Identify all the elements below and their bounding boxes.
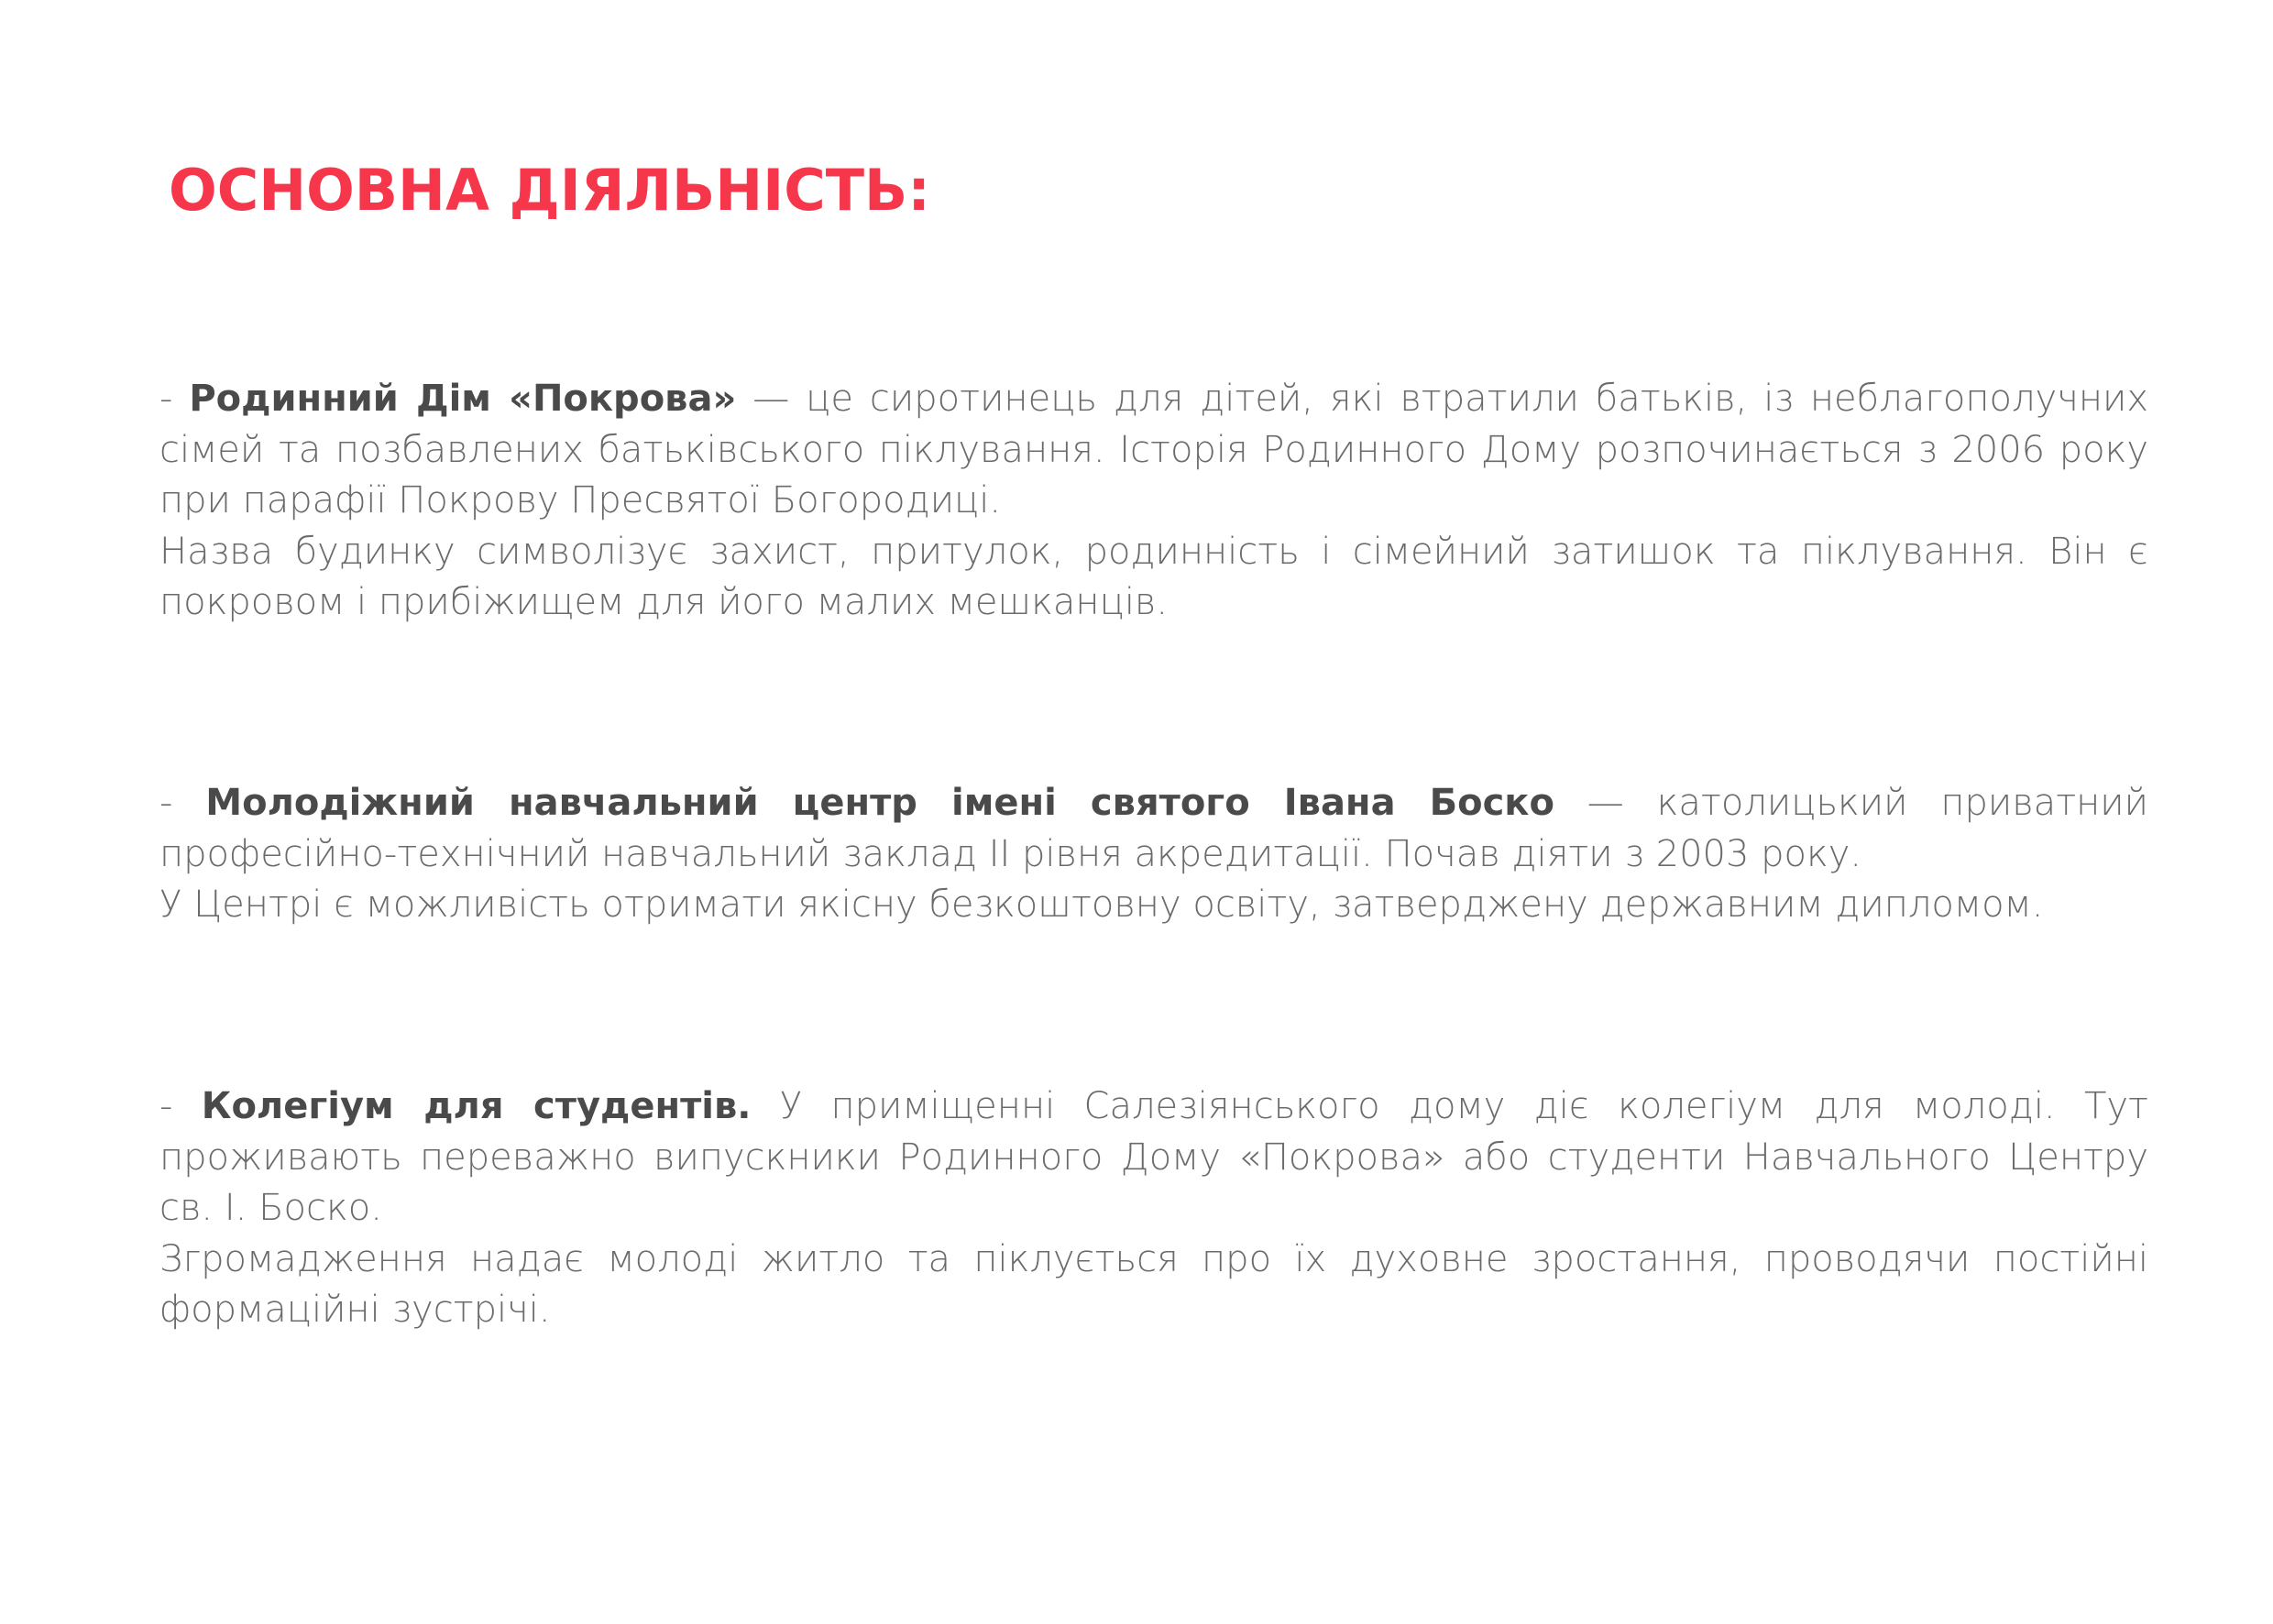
section-student-college bbox=[159, 1081, 2148, 1336]
section-paragraph bbox=[159, 778, 2148, 880]
section-heading: Родинний Дім «Покрова» bbox=[189, 378, 737, 420]
section-text: У приміщенні Салезіянського дому діє колегіум для молоді. Тут проживають переважно випускники Родинного Дому «Покрова» або студенти Навчального Центру св. І. Боско. bbox=[159, 1085, 2149, 1229]
list-dash: - bbox=[159, 378, 190, 420]
section-paragraph: У Центрі є можливість отримати якісну безкоштовну освіту, затверджену державним дипломом. bbox=[159, 883, 2044, 926]
page-title: ОСНОВНА ДІЯЛЬНІСТЬ: bbox=[169, 157, 931, 224]
section-text: — це сиротинець для дітей, які втратили батьків, із неблагополучних сімей та позбавлених батьківського піклування. Історія Родинного Дому розпочинається з 2006 року при парафії Покрову Пресвятої Богородиці. bbox=[159, 378, 2148, 521]
section-paragraph: Назва будинку символізує захист, притулок, родинність і сімейний затишок та піклування. Він є покровом і прибіжищем для його малих мешканців. bbox=[159, 530, 2148, 623]
section-paragraph: Згромадження надає молоді житло та піклується про їх духовне зростання, проводячи постійні формаційні зустрічі. bbox=[159, 1237, 2148, 1331]
section-heading: Молодіжний навчальний центр імені святого Івана Боско bbox=[205, 782, 1554, 824]
section-paragraph bbox=[159, 1081, 2148, 1234]
section-youth-center bbox=[159, 778, 2148, 931]
section-paragraph bbox=[159, 374, 2148, 527]
section-family-home bbox=[159, 374, 2148, 629]
list-dash: - bbox=[159, 1085, 202, 1127]
section-text: — католицький приватний професійно-технічний навчальний заклад ІІ рівня акредитації. Почав діяти з 2003 року. bbox=[159, 782, 2148, 875]
list-dash: - bbox=[159, 782, 206, 824]
section-heading: Колегіум для студентів. bbox=[201, 1085, 752, 1127]
